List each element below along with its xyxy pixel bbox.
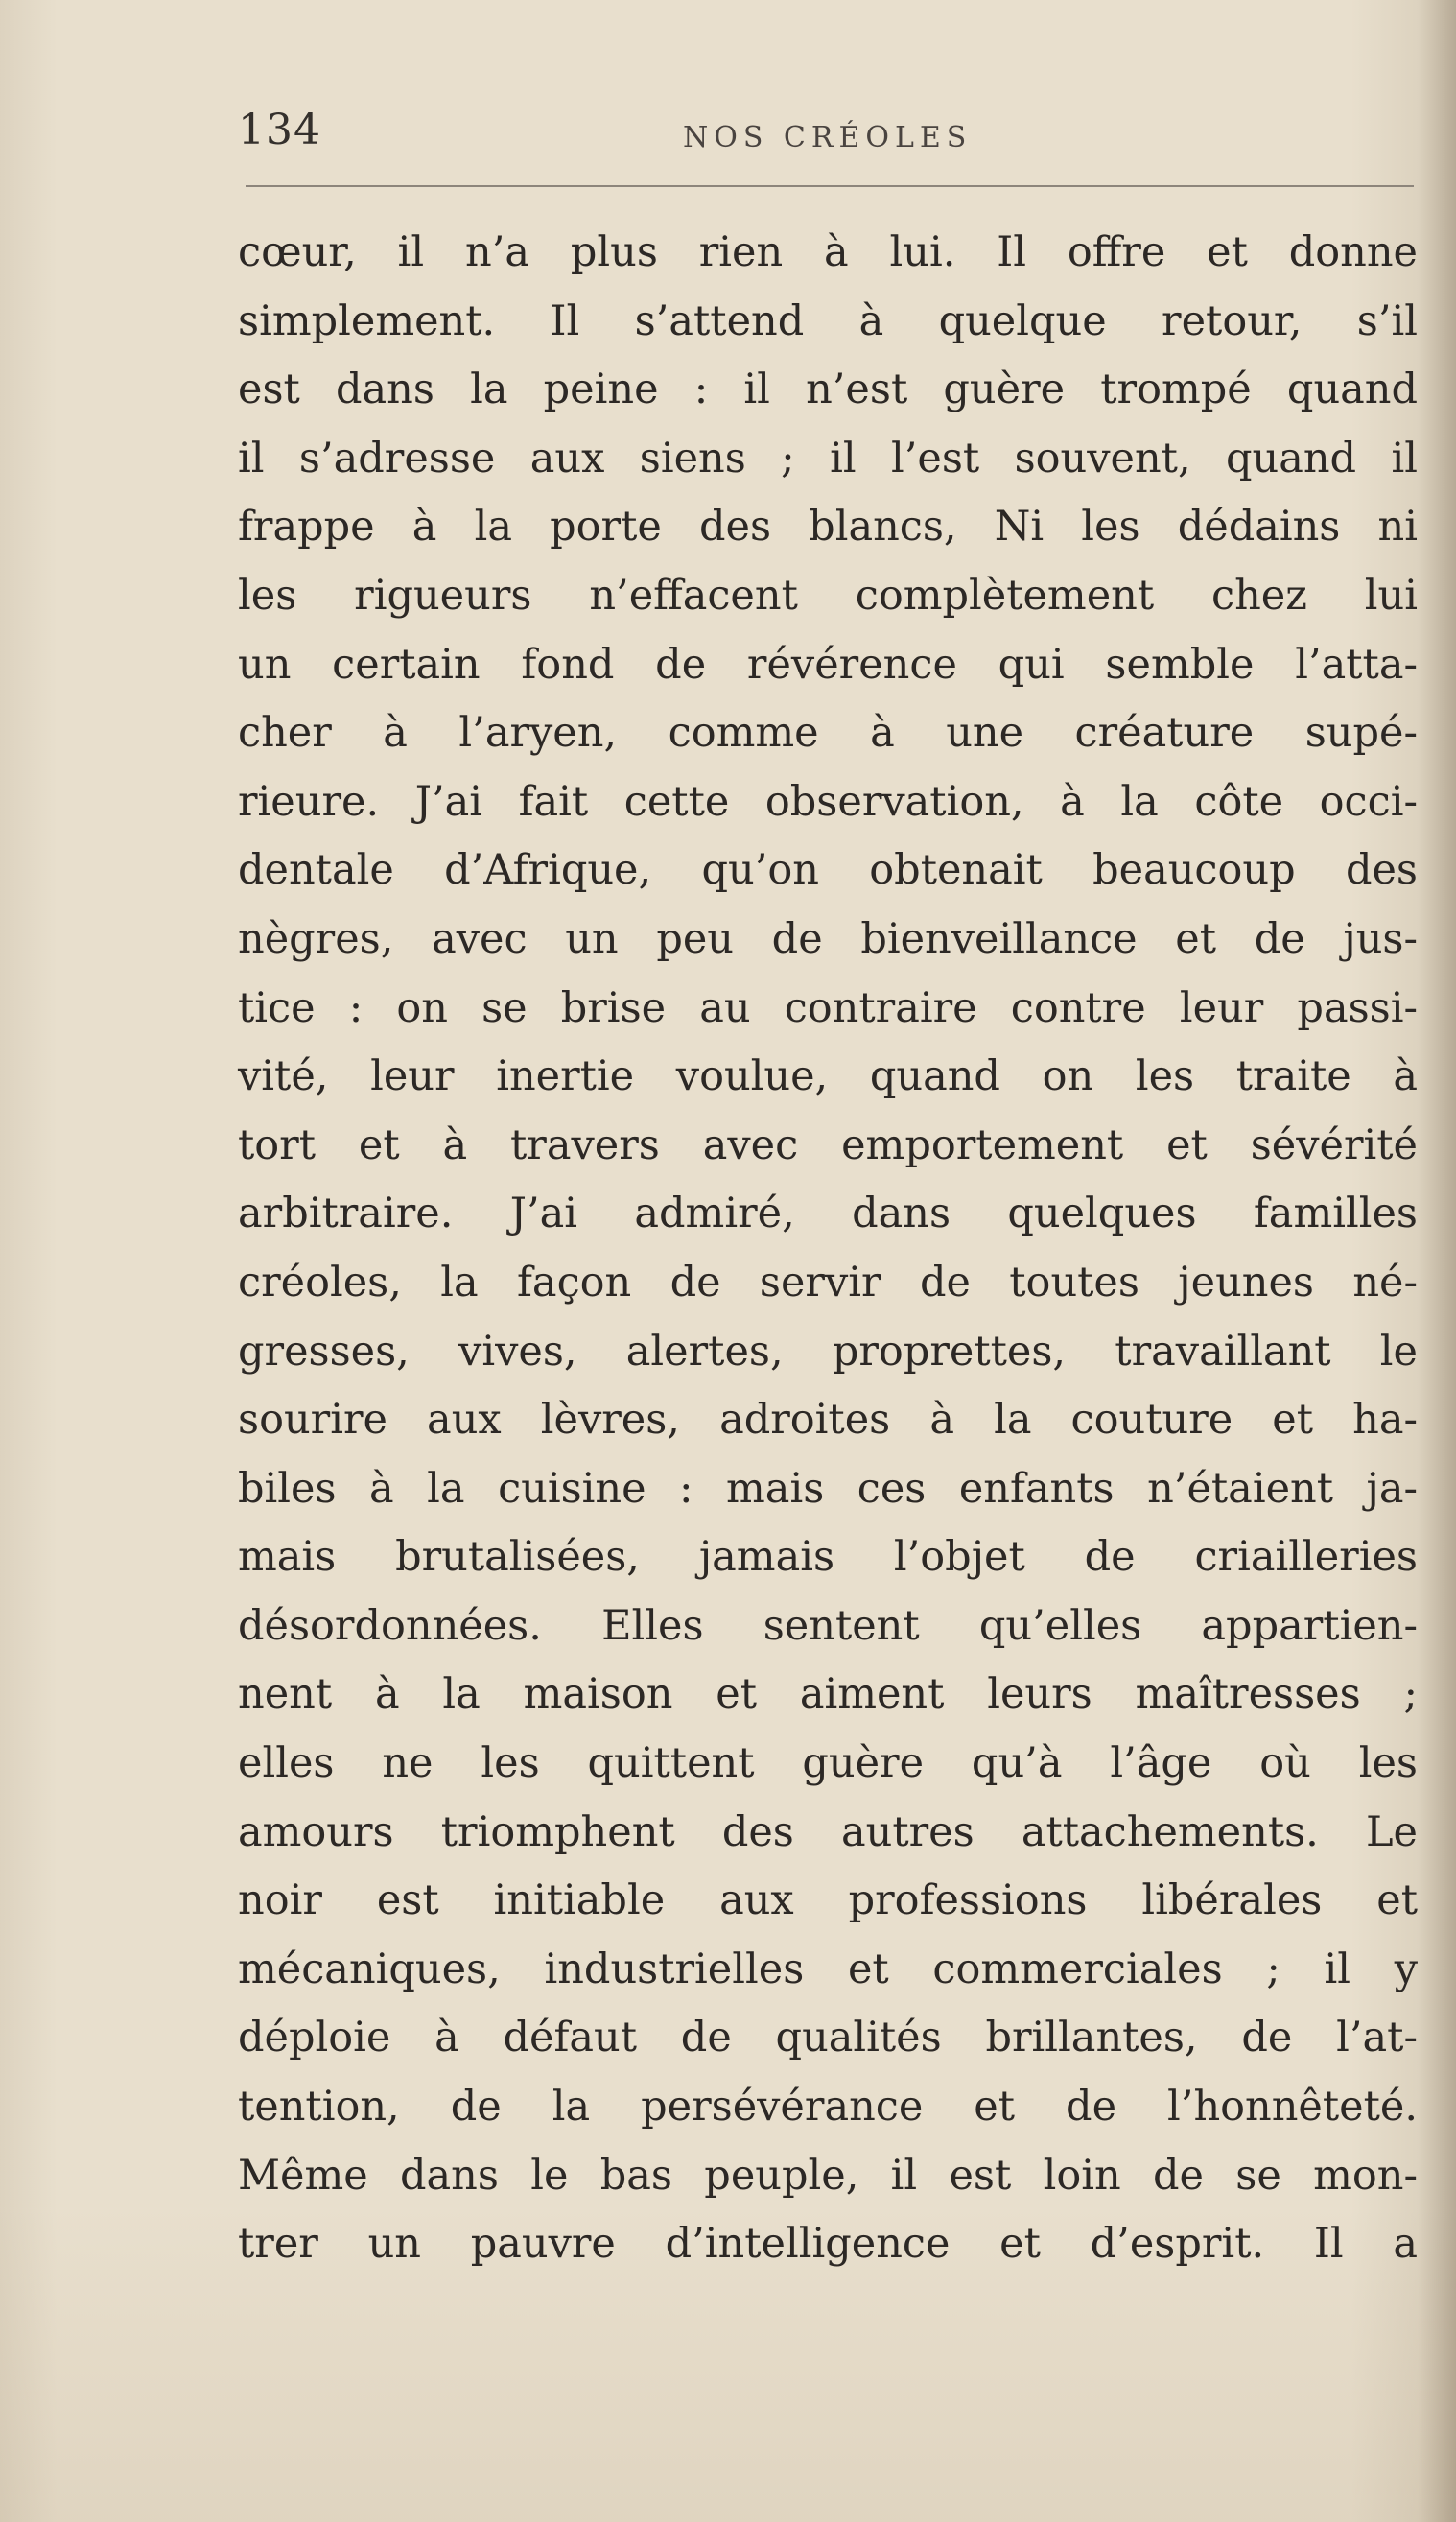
text-line: nent à la maison et aiment leurs maîtresses ; bbox=[238, 1670, 1418, 1719]
text-line: Même dans le bas peuple, il est loin de se mon- bbox=[238, 2151, 1418, 2200]
page-number: 134 bbox=[238, 106, 321, 154]
text-line: un certain fond de révérence qui semble l’atta- bbox=[238, 640, 1418, 689]
text-line: cher à l’aryen, comme à une créature supé- bbox=[238, 709, 1418, 758]
text-line: elles ne les quittent guère qu’à l’âge où les bbox=[238, 1739, 1418, 1788]
text-line: cœur, il n’a plus rien à lui. Il offre et donne bbox=[238, 228, 1418, 276]
page-header bbox=[238, 106, 1418, 163]
text-line: tice : on se brise au contraire contre leur passi- bbox=[238, 983, 1418, 1032]
text-line: il s’adresse aux siens ; il l’est souvent, quand il bbox=[238, 434, 1418, 483]
text-line: tention, de la persévérance et de l’honnêteté. bbox=[238, 2083, 1418, 2132]
text-line: est dans la peine : il n’est guère trompé quand bbox=[238, 365, 1418, 414]
text-line: déploie à défaut de qualités brillantes, de l’at- bbox=[238, 2014, 1418, 2062]
text-line: simplement. Il s’attend à quelque retour, s’il bbox=[238, 296, 1418, 345]
text-line: nègres, avec un peu de bienveillance et de jus- bbox=[238, 914, 1418, 963]
text-line: créoles, la façon de servir de toutes jeunes né- bbox=[238, 1258, 1418, 1307]
text-line: tort et à travers avec emportement et sévérité bbox=[238, 1120, 1418, 1169]
text-line: désordonnées. Elles sentent qu’elles appartien- bbox=[238, 1601, 1418, 1650]
text-line: mais brutalisées, jamais l’objet de criailleries bbox=[238, 1533, 1418, 1582]
text-line: les rigueurs n’effacent complètement chez lui bbox=[238, 571, 1418, 620]
text-line: gresses, vives, alertes, proprettes, travaillant le bbox=[238, 1327, 1418, 1376]
text-line: noir est initiable aux professions libérales et bbox=[238, 1876, 1418, 1925]
body-text bbox=[238, 219, 1418, 2279]
text-line: mécaniques, industrielles et commerciales ; il y bbox=[238, 1945, 1418, 1993]
text-line: vité, leur inertie voulue, quand on les traite à bbox=[238, 1052, 1418, 1101]
text-line: rieure. J’ai fait cette observation, à la côte occi- bbox=[238, 777, 1418, 826]
text-line: dentale d’Afrique, qu’on obtenait beaucoup des bbox=[238, 846, 1418, 895]
text-line: frappe à la porte des blancs, Ni les dédains ni bbox=[238, 503, 1418, 552]
running-title: NOS CRÉOLES bbox=[683, 121, 973, 154]
text-line: amours triomphent des autres attachements. Le bbox=[238, 1807, 1418, 1856]
text-line: trer un pauvre d’intelligence et d’esprit. Il a bbox=[238, 2220, 1418, 2269]
text-line: sourire aux lèvres, adroites à la couture et ha- bbox=[238, 1396, 1418, 1445]
header-rule bbox=[246, 185, 1414, 187]
text-line: arbitraire. J’ai admiré, dans quelques familles bbox=[238, 1190, 1418, 1238]
text-line: biles à la cuisine : mais ces enfants n’étaient ja- bbox=[238, 1464, 1418, 1513]
